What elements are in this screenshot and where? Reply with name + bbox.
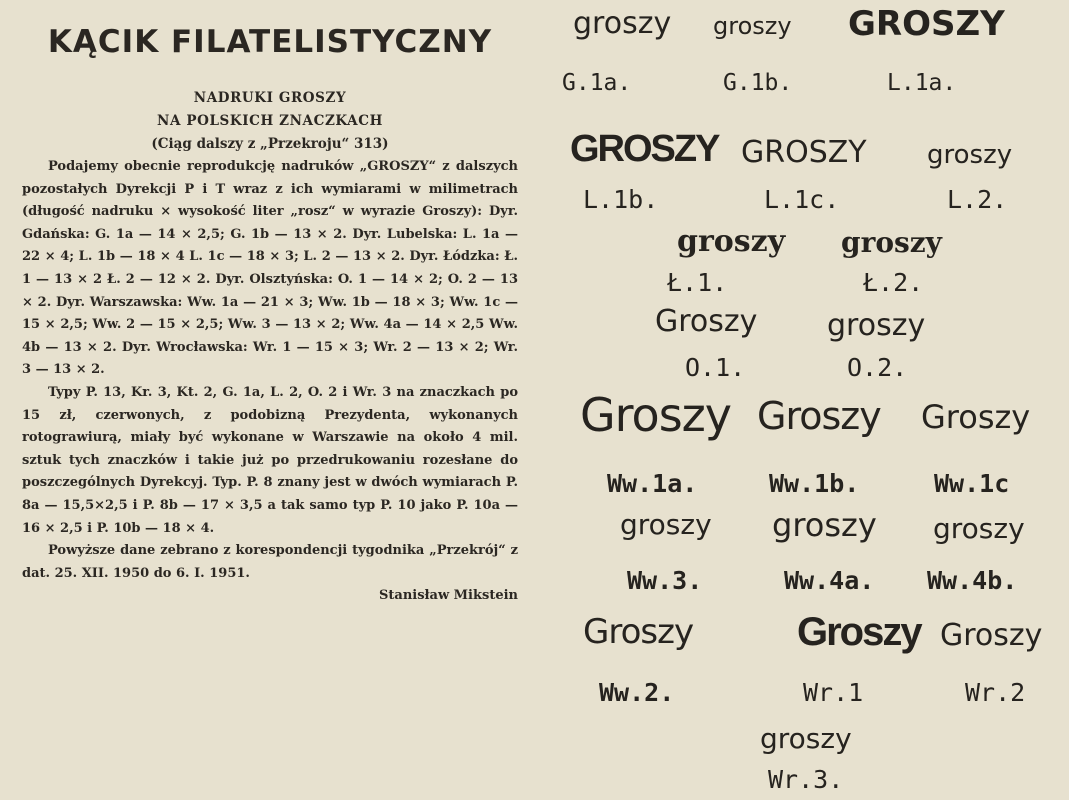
sample-wr3-label: Wr.3. <box>768 765 844 794</box>
sample-ww3-label: Ww.3. <box>627 566 703 595</box>
sample-l1b-word: GROSZY <box>570 128 719 170</box>
sample-l1c-label: L.1c. <box>764 185 840 214</box>
page-title: KĄCIK FILATELISTYCZNY <box>47 24 493 60</box>
sample-l1a-label: L.1a. <box>887 70 957 96</box>
overprint-samples <box>535 0 1069 800</box>
sample-ww1c-word: Groszy <box>921 398 1031 436</box>
sample-wr2-label: Wr.2 <box>965 678 1026 707</box>
sample-lodz1-word: groszy <box>677 224 786 259</box>
sample-lodz2-label: Ł.2. <box>863 268 924 297</box>
sample-o2-label: O.2. <box>847 353 908 382</box>
sample-l2-label: L.2. <box>947 185 1008 214</box>
sample-l2-word: groszy <box>927 140 1013 170</box>
article-column <box>22 24 518 607</box>
author-signature: Stanisław Mikstein <box>379 588 518 604</box>
sample-g1b-word: groszy <box>713 12 792 40</box>
sample-ww1c-label: Ww.1c <box>934 469 1010 498</box>
continued-note: (Ciąg dalszy z „Przekroju“ 313) <box>151 136 389 152</box>
article-paragraph-2: Typy P. 13, Kr. 3, Kt. 2, G. 1a, L. 2, O. 2 i Wr. 3 na znaczkach po 15 zł, czerwonych, z podobizną Prezydenta, wykonanych rotograwiurą, miały być wykonane w Warszawie na około 4 mil. sztuk tych znaczków i takie już po przedrukowaniu rozesłane do poszczególnych Dyrekcyj. Typ. P. 8 znany jest w dwóch wymiarach P. 8a — 15,5×2,5 i P. 8b — 17 × 3,5 a tak samo typ P. 10 jako P. 10a — 16 × 2,5 i P. 10b — 18 × 4. <box>22 384 518 536</box>
sample-lodz1-label: Ł.1. <box>667 268 728 297</box>
article-paragraph-1: Podajemy obecnie reprodukcję nadruków „GROSZY“ z dalszych pozostałych Dyrekcji P i T wraz z ich wymiarami w milimetrach (długość nadruku × wysokość liter „rosz“ w wyrazie Groszy): Dyr. Gdańska: G. 1a — 14 × 2,5; G. 1b — 13 × 2. Dyr. Lubelska: L. 1a — 22 × 4; L. 1b — 18 × 4 L. 1c — 18 × 3; L. 2 — 13 × 2. Dyr. Łódzka: Ł. 1 — 13 × 2 Ł. 2 — 12 × 2. Dyr. Olsztyńska: O. 1 — 14 × 2; O. 2 — 13 × 2. Dyr. Warszawska: Ww. 1a — 21 × 3; Ww. 1b — 18 × 3; Ww. 1c — 15 × 2,5; Ww. 2 — 15 × 2,5; Ww. 3 — 13 × 2; Ww. 4a — 14 × 2,5 Ww. 4b — 13 × 2. Dyr. Wrocławska: Wr. 1 — 15 × 3; Wr. 2 — 13 × 2; Wr. 3 — 13 × 2. <box>22 159 518 378</box>
sample-l1b-label: L.1b. <box>583 185 659 214</box>
sample-l1c-word: GROSZY <box>741 135 867 170</box>
sample-ww4a-word: groszy <box>772 506 877 544</box>
sample-ww2-word: Groszy <box>583 612 694 652</box>
sample-g1a-word: groszy <box>573 6 672 41</box>
sample-ww1a-word: Groszy <box>580 388 732 442</box>
sample-l1a-word: GROSZY <box>848 4 1005 44</box>
sample-o2-word: groszy <box>827 308 926 343</box>
sample-ww2-label: Ww.2. <box>599 678 675 707</box>
sample-o1-word: Groszy <box>655 304 758 339</box>
sample-ww4a-label: Ww.4a. <box>784 566 875 595</box>
sample-ww4b-word: groszy <box>933 512 1025 545</box>
sample-ww1a-label: Ww.1a. <box>607 469 698 498</box>
article-subtitle-line1: NADRUKI GROSZY <box>193 90 347 106</box>
sample-ww1b-label: Ww.1b. <box>769 469 860 498</box>
sample-wr1-label: Wr.1 <box>803 678 864 707</box>
sample-wr3-word: groszy <box>760 722 852 755</box>
sample-ww3-word: groszy <box>620 508 712 541</box>
sample-g1b-label: G.1b. <box>723 70 793 96</box>
sample-ww4b-label: Ww.4b. <box>927 566 1018 595</box>
sample-o1-label: O.1. <box>685 353 746 382</box>
sample-g1a-label: G.1a. <box>562 70 632 96</box>
article-paragraph-3: Powyższe dane zebrano z korespondencji tygodnika „Przekrój“ z dat. 25. XII. 1950 do 6. I. 1951. <box>22 543 518 581</box>
sample-wr2-word: Groszy <box>940 618 1043 653</box>
sample-wr1-word: Groszy <box>797 610 921 654</box>
article-subtitle-line2: NA POLSKICH ZNACZKACH <box>157 113 383 129</box>
sample-ww1b-word: Groszy <box>757 394 881 438</box>
sample-lodz2-word: groszy <box>841 226 942 259</box>
